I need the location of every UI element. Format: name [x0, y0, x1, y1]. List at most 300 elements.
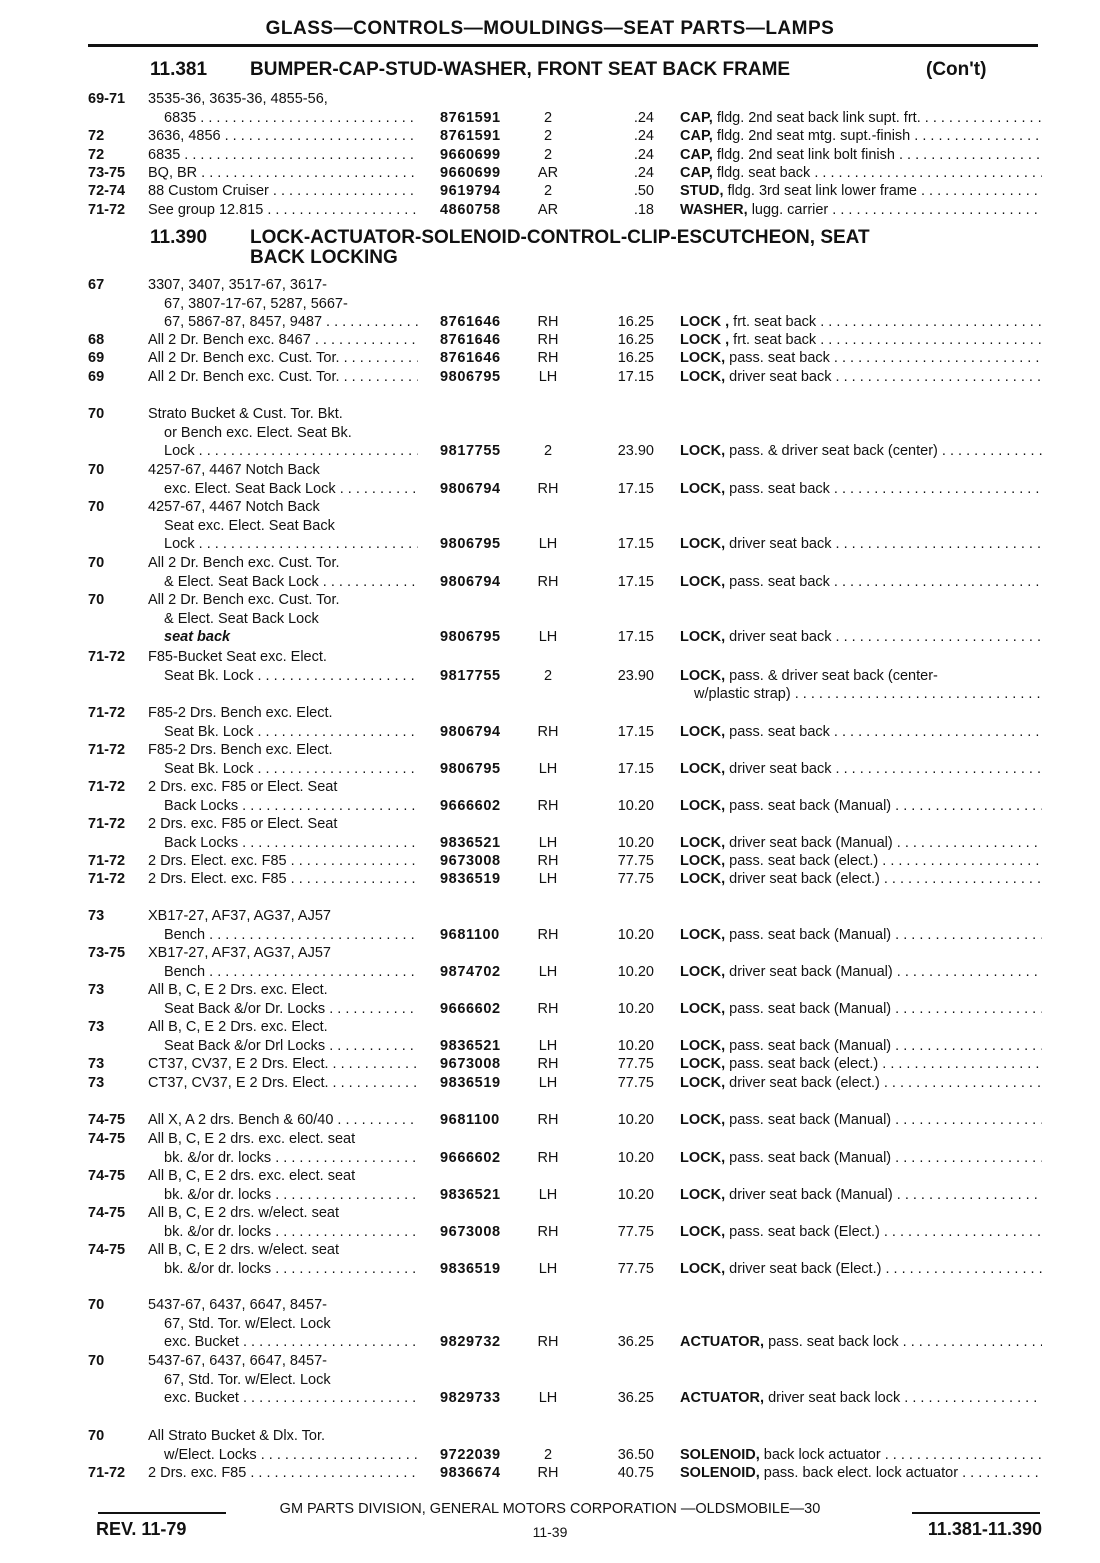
model-year: 74-75	[88, 1242, 126, 1258]
part-description-text: pass. seat back (Manual)	[729, 1000, 892, 1017]
model-year: 71-72	[88, 871, 126, 887]
model-application: BQ, BR . . .	[148, 164, 418, 183]
part-description-text: pass. seat back (Manual)	[729, 1112, 892, 1128]
row-line	[0, 182, 1100, 201]
table-row	[0, 127, 1100, 146]
part-description	[680, 834, 1042, 853]
part-number: 9836521	[440, 1037, 501, 1054]
part-description-text: driver seat back lock	[768, 1390, 901, 1406]
quantity: RH	[537, 1223, 559, 1240]
quantity: RH	[537, 926, 559, 943]
model-application: All 2 Dr. Bench exc. Cust. Tor. . . .	[148, 368, 418, 387]
model-year: 70	[88, 1353, 105, 1369]
part-number: 9836519	[440, 871, 501, 887]
model-application: exc. Bucket . . .	[164, 1333, 418, 1352]
row-line	[0, 442, 1100, 461]
price: 77.75	[617, 1223, 654, 1240]
model-year: 69	[88, 350, 105, 366]
price: 17.15	[617, 723, 654, 740]
table-row	[0, 778, 1100, 815]
part-description-text: back lock actuator	[763, 1446, 881, 1463]
model-year: 70	[88, 1297, 105, 1313]
part-description-text: pass. seat back	[729, 480, 830, 497]
row-line	[0, 648, 1100, 667]
model-application: 3535-36, 3635-36, 4855-56,	[148, 91, 328, 107]
header-rule	[88, 44, 1038, 47]
model-application: See group 12.815 . . .	[148, 201, 418, 220]
row-line	[0, 1018, 1100, 1037]
row-line	[0, 834, 1100, 853]
quantity: AR	[537, 165, 559, 181]
model-application: All X, A 2 drs. Bench & 60/40 . . .	[148, 1111, 418, 1130]
model-application: & Elect. Seat Back Lock	[164, 610, 319, 627]
part-name: LOCK,	[680, 853, 726, 869]
row-line	[0, 368, 1100, 387]
part-description-text: pass. & driver seat back (center)	[729, 443, 938, 459]
row-line	[0, 778, 1100, 797]
table-row	[0, 981, 1100, 1018]
row-line	[0, 907, 1100, 926]
row-line	[0, 146, 1100, 165]
part-description	[680, 127, 1042, 146]
model-year: 73-75	[88, 165, 126, 181]
section-heading-11-390	[150, 228, 1030, 268]
row-line	[0, 498, 1100, 517]
price: 17.15	[617, 629, 654, 645]
part-description-text: fldg. 2nd seat link bolt finish	[716, 147, 895, 163]
table-row	[0, 1204, 1100, 1241]
table-row	[0, 146, 1100, 165]
table-row	[0, 1241, 1100, 1278]
part-description	[680, 1389, 1042, 1408]
model-application: exc. Elect. Seat Back Lock . . .	[164, 480, 418, 499]
model-application: All B, C, E 2 drs. exc. elect. seat	[148, 1131, 356, 1147]
table-row	[0, 461, 1100, 498]
price: 16.25	[617, 332, 654, 348]
table-row	[0, 907, 1100, 944]
row-line	[0, 741, 1100, 760]
quantity: LH	[538, 536, 558, 552]
part-description	[680, 164, 1042, 183]
part-name: LOCK,	[680, 963, 726, 980]
part-description	[680, 1111, 1042, 1130]
row-line	[0, 424, 1100, 443]
row-line	[0, 926, 1100, 945]
price: 17.15	[617, 573, 654, 590]
part-name: LOCK ,	[680, 314, 730, 330]
part-number: 9817755	[440, 443, 501, 459]
part-name: LOCK,	[680, 480, 726, 497]
quantity: LH	[538, 1037, 558, 1054]
model-year: 70	[88, 499, 105, 515]
part-description	[680, 723, 1042, 742]
price: 17.15	[617, 760, 654, 777]
section-number: 11.390	[150, 227, 208, 248]
row-line	[0, 1296, 1100, 1315]
row-line	[0, 1371, 1100, 1390]
model-application: All Strato Bucket & Dlx. Tor.	[148, 1428, 326, 1444]
part-description	[680, 146, 1042, 165]
model-year: 71-72	[88, 742, 126, 758]
price: 17.15	[617, 369, 654, 385]
row-line	[0, 127, 1100, 146]
model-application: F85-2 Drs. Bench exc. Elect.	[148, 742, 333, 758]
model-application: Seat Back &/or Dr. Locks . . .	[164, 1000, 418, 1019]
row-line	[0, 1130, 1100, 1149]
model-application: All B, C, E 2 drs. w/elect. seat	[148, 1205, 339, 1221]
part-description	[680, 797, 1042, 816]
model-application: 2 Drs. exc. F85 or Elect. Seat	[148, 779, 338, 795]
part-description	[680, 852, 1042, 871]
row-line	[0, 535, 1100, 554]
table-row	[0, 1427, 1100, 1464]
section-title: LOCK-ACTUATOR-SOLENOID-CONTROL-CLIP-ESCUTCHEON, SEAT	[250, 227, 870, 248]
quantity: RH	[537, 1149, 559, 1166]
part-description-text: driver seat back	[729, 629, 832, 645]
model-year: 71-72	[88, 816, 126, 832]
quantity: LH	[538, 963, 558, 980]
part-number: 4860758	[440, 202, 501, 218]
table-row	[0, 182, 1100, 201]
part-description	[680, 331, 1042, 350]
part-number: 9666602	[440, 1149, 501, 1166]
model-year: 72-74	[88, 183, 126, 199]
part-number: 9660699	[440, 165, 501, 181]
part-description-text: pass. seat back (Manual)	[729, 926, 892, 943]
part-number: 9829732	[440, 1334, 501, 1350]
row-line	[0, 852, 1100, 871]
model-application: 2 Drs. exc. F85 . . .	[148, 1464, 418, 1483]
part-description	[680, 628, 1042, 647]
footer-corp: GM PARTS DIVISION, GENERAL MOTORS CORPORATION —OLDSMOBILE—30	[279, 1501, 821, 1517]
model-application: bk. &/or dr. locks . . .	[164, 1149, 418, 1168]
quantity: RH	[537, 853, 559, 869]
part-description	[680, 368, 1042, 387]
model-application: XB17-27, AF37, AG37, AJ57	[148, 945, 331, 961]
part-number: 9660699	[440, 147, 501, 163]
row-line	[0, 1352, 1100, 1371]
model-application: Seat Bk. Lock . . .	[164, 667, 418, 686]
model-year: 74-75	[88, 1112, 126, 1128]
part-name: CAP,	[680, 165, 713, 181]
part-description	[680, 870, 1042, 889]
row-line	[0, 1223, 1100, 1242]
model-year: 71-72	[88, 1465, 126, 1481]
part-number: 9836521	[440, 834, 501, 851]
quantity: 2	[543, 443, 553, 459]
model-year: 74-75	[88, 1131, 126, 1147]
row-line	[0, 1389, 1100, 1408]
row-line	[0, 461, 1100, 480]
quantity: RH	[537, 1465, 559, 1481]
model-application: All B, C, E 2 drs. w/elect. seat	[148, 1242, 339, 1258]
row-line	[0, 90, 1100, 109]
row-line	[0, 628, 1100, 647]
part-number: 9681100	[440, 1112, 500, 1128]
part-description	[680, 1464, 1042, 1483]
quantity: RH	[537, 797, 559, 814]
section-title-line2: BACK LOCKING	[250, 247, 398, 268]
model-application: 67, 5867-87, 8457, 9487 . . .	[164, 313, 418, 332]
row-line	[0, 201, 1100, 220]
quantity: RH	[537, 350, 559, 366]
model-application: Back Locks . . .	[164, 797, 418, 816]
model-application: 2 Drs. Elect. exc. F85 . . .	[148, 852, 418, 871]
row-line	[0, 1055, 1100, 1074]
part-description-text: pass. seat back (Manual)	[729, 1037, 892, 1054]
part-description	[680, 685, 1042, 704]
model-application: bk. &/or dr. locks . . .	[164, 1260, 418, 1279]
part-number: 9666602	[440, 1000, 501, 1017]
row-line	[0, 313, 1100, 332]
row-line	[0, 573, 1100, 592]
part-name: LOCK,	[680, 1186, 726, 1203]
group-range: 11.381-11.390	[927, 1519, 1042, 1539]
part-description	[680, 760, 1042, 779]
table-row	[0, 870, 1100, 889]
part-number: 8761646	[440, 350, 501, 366]
table-row	[0, 1074, 1100, 1093]
model-application: Bench . . .	[164, 963, 418, 982]
model-year: 71-72	[88, 202, 126, 218]
price: 17.15	[617, 480, 654, 497]
row-line	[0, 981, 1100, 1000]
table-row	[0, 405, 1100, 461]
quantity: RH	[537, 1334, 559, 1350]
part-number: 9673008	[440, 853, 501, 869]
model-application: CT37, CV37, E 2 Drs. Elect. . . .	[148, 1055, 418, 1074]
table-row	[0, 1167, 1100, 1204]
model-application: 6835 . . .	[148, 146, 418, 165]
quantity: AR	[537, 202, 559, 218]
price: 77.75	[617, 1056, 654, 1072]
model-application: Lock . . .	[164, 442, 418, 461]
part-description-text: pass. seat back	[729, 723, 830, 740]
row-line	[0, 591, 1100, 610]
part-name: LOCK,	[680, 797, 726, 814]
section-heading-11-381	[150, 60, 1030, 80]
model-application: seat back	[164, 629, 231, 645]
row-line	[0, 1111, 1100, 1130]
quantity: 2	[543, 667, 553, 684]
part-description-text: pass. seat back	[729, 350, 830, 366]
model-application: Seat Bk. Lock . . .	[164, 760, 418, 779]
part-description	[680, 535, 1042, 554]
part-description-text: fldg. 2nd seat back link supt. frt.	[716, 109, 921, 126]
price: 77.75	[617, 1075, 654, 1091]
part-name: ACTUATOR,	[680, 1334, 765, 1350]
table-row	[0, 1111, 1100, 1130]
part-name: LOCK,	[680, 760, 726, 777]
price: 77.75	[617, 871, 654, 887]
part-description	[680, 313, 1042, 332]
row-line	[0, 295, 1100, 314]
model-year: 73	[88, 982, 105, 998]
part-description-text: pass. seat back lock	[768, 1334, 899, 1350]
table-row	[0, 944, 1100, 981]
row-line	[0, 797, 1100, 816]
row-line	[0, 1464, 1100, 1483]
table-row	[0, 498, 1100, 554]
price: 36.25	[617, 1390, 654, 1406]
table-row	[0, 164, 1100, 183]
model-application: Seat exc. Elect. Seat Back	[164, 517, 335, 534]
quantity: 2	[543, 183, 553, 199]
row-line	[0, 164, 1100, 183]
row-line	[0, 704, 1100, 723]
table-row	[0, 1352, 1100, 1408]
model-application: w/Elect. Locks . . .	[164, 1446, 418, 1465]
model-year: 73	[88, 1075, 105, 1091]
table-row	[0, 704, 1100, 741]
part-description-text: pass. & driver seat back (center-	[729, 667, 938, 684]
price: 16.25	[617, 350, 654, 366]
row-line	[0, 1167, 1100, 1186]
price: 77.75	[617, 1260, 654, 1277]
model-year: 73	[88, 1019, 105, 1035]
part-description-text: pass. seat back	[729, 573, 830, 590]
part-number: 9806795	[440, 369, 501, 385]
model-year: 71-72	[88, 649, 126, 665]
model-application: 4257-67, 4467 Notch Back	[148, 462, 320, 478]
row-line	[0, 405, 1100, 424]
row-line	[0, 331, 1100, 350]
model-application: 2 Drs. exc. F85 or Elect. Seat	[148, 816, 338, 832]
model-application: Back Locks . . .	[164, 834, 418, 853]
row-line	[0, 349, 1100, 368]
quantity: LH	[538, 629, 558, 645]
model-application: All 2 Dr. Bench exc. Cust. Tor.	[148, 555, 340, 571]
part-name: CAP,	[680, 147, 713, 163]
quantity: LH	[538, 1390, 558, 1406]
part-number: 9806794	[440, 573, 501, 590]
model-application: F85-2 Drs. Bench exc. Elect.	[148, 705, 333, 721]
row-line	[0, 480, 1100, 499]
price: 17.15	[617, 536, 654, 552]
quantity: LH	[538, 1260, 558, 1277]
model-application: XB17-27, AF37, AG37, AJ57	[148, 908, 331, 924]
table-row	[0, 815, 1100, 852]
model-application: 3307, 3407, 3517-67, 3617-	[148, 277, 327, 293]
part-description	[680, 1260, 1042, 1279]
price: 23.90	[617, 667, 654, 684]
price: 10.20	[617, 963, 654, 980]
row-line	[0, 1446, 1100, 1465]
part-number: 9619794	[440, 183, 501, 199]
part-description-text: frt. seat back	[733, 314, 817, 330]
model-application: All B, C, E 2 Drs. exc. Elect.	[148, 1019, 328, 1035]
section-continued: (Con't)	[926, 59, 987, 80]
part-name: LOCK,	[680, 834, 726, 851]
table-row	[0, 741, 1100, 778]
part-name: LOCK,	[680, 350, 726, 366]
part-name: STUD,	[680, 183, 724, 199]
part-name: LOCK,	[680, 723, 726, 740]
part-description-text: pass. seat back (elect.)	[729, 1056, 879, 1072]
part-description	[680, 349, 1042, 368]
model-application: 3636, 4856 . . .	[148, 127, 418, 146]
model-year: 67	[88, 277, 105, 293]
row-line	[0, 667, 1100, 686]
price: 10.20	[617, 926, 654, 943]
model-year: 68	[88, 332, 105, 348]
table-row	[0, 349, 1100, 368]
table-row	[0, 648, 1100, 704]
part-description-text: driver seat back	[729, 536, 832, 552]
part-name: LOCK,	[680, 667, 726, 684]
part-description	[680, 201, 1042, 220]
price: 16.25	[617, 314, 654, 330]
row-line	[0, 944, 1100, 963]
part-name: LOCK,	[680, 1260, 726, 1277]
price: 10.20	[617, 1000, 654, 1017]
section-title: BUMPER-CAP-STUD-WASHER, FRONT SEAT BACK FRAME	[250, 59, 791, 80]
table-row	[0, 554, 1100, 591]
row-line	[0, 517, 1100, 536]
part-number: 9806795	[440, 629, 501, 645]
row-line	[0, 276, 1100, 295]
table-row	[0, 90, 1100, 127]
model-application: or Bench exc. Elect. Seat Bk.	[164, 424, 352, 441]
model-year: 74-75	[88, 1168, 126, 1184]
quantity: LH	[538, 834, 558, 851]
model-application: Bench . . .	[164, 926, 418, 945]
quantity: RH	[537, 1056, 559, 1072]
part-number: 9874702	[440, 963, 501, 980]
model-year: 70	[88, 462, 105, 478]
price: 10.20	[617, 1037, 654, 1054]
model-application: exc. Bucket . . .	[164, 1389, 418, 1408]
row-line	[0, 1186, 1100, 1205]
price: 10.20	[617, 1112, 654, 1128]
model-application: All 2 Dr. Bench exc. Cust. Tor.	[148, 592, 340, 608]
row-line	[0, 723, 1100, 742]
model-year: 71-72	[88, 705, 126, 721]
row-line	[0, 1000, 1100, 1019]
part-description	[680, 1000, 1042, 1019]
model-year: 71-72	[88, 853, 126, 869]
part-name: LOCK,	[680, 536, 726, 552]
quantity: RH	[537, 480, 559, 497]
part-name: LOCK,	[680, 369, 726, 385]
part-number: 9806794	[440, 480, 501, 497]
model-application: bk. &/or dr. locks . . .	[164, 1223, 418, 1242]
row-line	[0, 1074, 1100, 1093]
part-description	[680, 1074, 1042, 1093]
quantity: 2	[543, 147, 553, 163]
part-description	[680, 1333, 1042, 1352]
row-line	[0, 870, 1100, 889]
part-description-text: pass. seat back (Manual)	[729, 797, 892, 814]
price: 23.90	[617, 443, 654, 459]
table-row	[0, 852, 1100, 871]
row-line	[0, 1333, 1100, 1352]
part-description	[680, 480, 1042, 499]
price: 40.75	[617, 1465, 654, 1481]
part-number: 9829733	[440, 1390, 501, 1406]
part-number: 9806795	[440, 536, 501, 552]
quantity: RH	[537, 1000, 559, 1017]
part-name: LOCK,	[680, 1000, 726, 1017]
model-application: 4257-67, 4467 Notch Back	[148, 499, 320, 515]
table-row	[0, 1018, 1100, 1055]
part-name: LOCK,	[680, 1112, 726, 1128]
row-line	[0, 963, 1100, 982]
part-description-text: pass. back elect. lock actuator	[763, 1465, 959, 1481]
part-number: 9806795	[440, 760, 501, 777]
part-number: 9836674	[440, 1465, 501, 1481]
price: 77.75	[617, 853, 654, 869]
